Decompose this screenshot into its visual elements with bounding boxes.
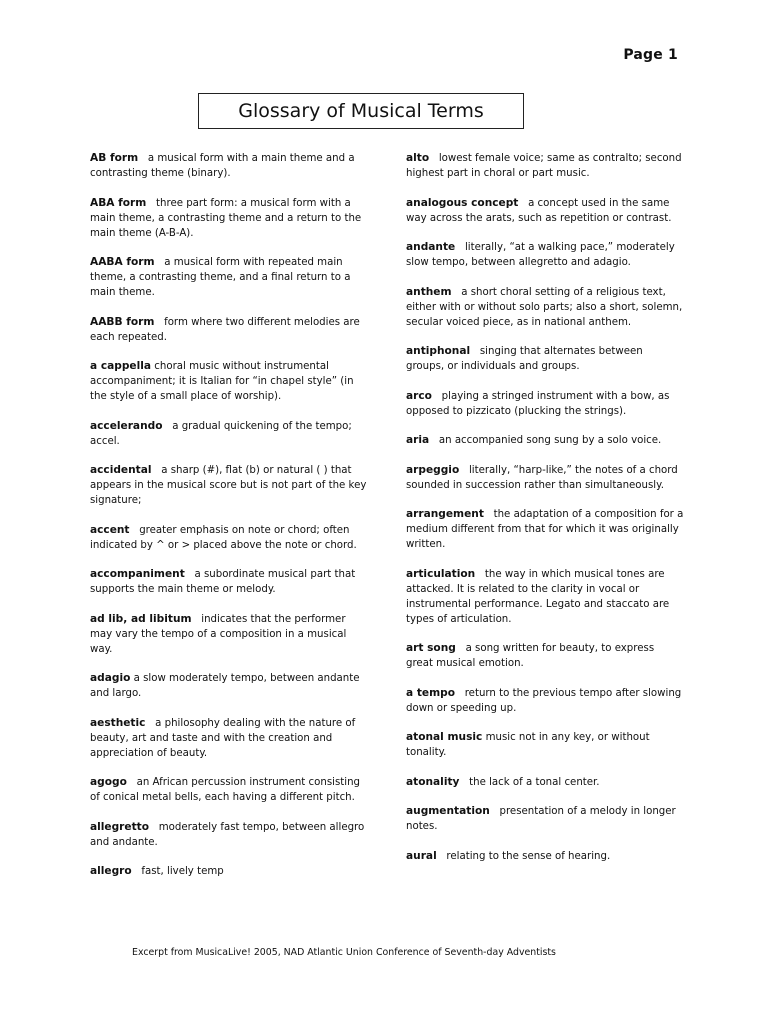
glossary-definition: fast, lively temp <box>141 866 224 877</box>
glossary-definition: presentation of a melody in longer notes. <box>406 806 676 832</box>
glossary-entry <box>90 612 368 657</box>
glossary-entry <box>406 196 684 226</box>
glossary-column-left <box>90 151 368 894</box>
glossary-term: aria <box>406 434 430 446</box>
glossary-term: anthem <box>406 285 452 298</box>
page-title: Glossary of Musical Terms <box>198 93 524 129</box>
glossary-term: AB form <box>90 152 139 164</box>
glossary-definition: literally, “harp-like,” the notes of a chord sounded in succession rather than simultaneously. <box>406 464 678 491</box>
glossary-term: atonality <box>406 775 460 788</box>
glossary-term: allegretto <box>90 820 149 833</box>
glossary-entry <box>90 671 368 701</box>
glossary-entry <box>406 285 684 330</box>
glossary-definition: a gradual quickening of the tempo; accel. <box>90 420 352 447</box>
glossary-term: accelerando <box>90 419 163 432</box>
glossary-term: accompaniment <box>90 568 185 580</box>
glossary-definition: a philosophy dealing with the nature of beauty, art and taste and with the creation and appreciation of beauty. <box>90 717 356 759</box>
glossary-definition: return to the previous tempo after slowing down or speeding up. <box>406 687 682 714</box>
glossary-definition: greater emphasis on note or chord; often indicated by ^ or > placed above the note or chord. <box>90 524 357 551</box>
glossary-entry <box>406 151 684 181</box>
glossary-entry <box>406 804 684 834</box>
glossary-definition: three part form: a musical form with a main theme, a contrasting theme and a return to the main theme (A-B-A). <box>90 197 362 239</box>
glossary-definition: indicates that the performer may vary the tempo of a composition in a musical way. <box>90 613 347 655</box>
footer-text: Excerpt from MusicaLive! 2005, NAD Atlantic Union Conference of Seventh-day Adventists <box>132 947 556 958</box>
glossary-term: art song <box>406 642 456 654</box>
page-footer <box>0 947 768 958</box>
glossary-entry <box>90 315 368 345</box>
glossary-entry <box>90 820 368 850</box>
glossary-definition: a subordinate musical part that supports the main theme or melody. <box>90 569 356 595</box>
glossary-entry <box>90 567 368 597</box>
glossary-term: allegro <box>90 865 132 877</box>
glossary-definition: singing that alternates between groups, or individuals and groups. <box>406 346 643 372</box>
glossary-entry <box>406 389 684 419</box>
glossary-term: ABA form <box>90 196 147 209</box>
glossary-entry <box>90 255 368 300</box>
glossary-entry <box>90 523 368 553</box>
glossary-definition: an African percussion instrument consisting of conical metal bells, each having a different pitch. <box>90 777 361 803</box>
glossary-term: ad lib, ad libitum <box>90 612 192 625</box>
glossary-term: aural <box>406 849 437 862</box>
glossary-entry <box>90 151 368 181</box>
glossary-term: accidental <box>90 464 152 476</box>
glossary-term: a cappella <box>90 360 152 372</box>
glossary-entry <box>90 196 368 241</box>
glossary-entry <box>406 641 684 671</box>
glossary-definition: lowest female voice; same as contralto; second highest part in choral or part music. <box>406 153 682 179</box>
glossary-definition: playing a stringed instrument with a bow, as opposed to pizzicato (plucking the strings). <box>406 390 670 417</box>
glossary-entry <box>406 433 684 448</box>
glossary-entry <box>90 463 368 508</box>
glossary-definition: literally, “at a walking pace,” moderately slow tempo, between allegretto and adagio. <box>406 242 675 268</box>
glossary-term: atonal music <box>406 731 483 743</box>
glossary-term: AABA form <box>90 256 155 268</box>
glossary-entry <box>406 240 684 270</box>
glossary-entry <box>90 864 368 879</box>
glossary-definition: a song written for beauty, to express great musical emotion. <box>406 643 655 669</box>
glossary-term: accent <box>90 523 130 536</box>
glossary-entry <box>90 419 368 449</box>
glossary-entry <box>406 344 684 374</box>
glossary-definition: a musical form with a main theme and a contrasting theme (binary). <box>90 153 355 179</box>
glossary-term: andante <box>406 241 456 253</box>
glossary-entry <box>406 775 684 790</box>
glossary-entry <box>406 849 684 864</box>
glossary-entry <box>406 507 684 552</box>
glossary-term: analogous concept <box>406 196 519 209</box>
glossary-term: adagio <box>90 672 131 684</box>
glossary-definition: an accompanied song sung by a solo voice. <box>438 435 662 446</box>
glossary-term: augmentation <box>406 805 490 817</box>
glossary-term: arpeggio <box>406 463 460 476</box>
glossary-term: aesthetic <box>90 716 146 729</box>
glossary-definition: a sharp (#), flat (b) or natural ( ) that appears in the musical score but is not part of the key signature; <box>90 465 367 506</box>
glossary-definition: music not in any key, or without tonality. <box>406 732 650 758</box>
glossary-definition: the lack of a tonal center. <box>469 776 600 788</box>
glossary-definition: relating to the sense of hearing. <box>446 850 611 862</box>
glossary-term: arco <box>406 389 432 402</box>
glossary-entry <box>406 730 684 760</box>
glossary-definition: choral music without instrumental accompaniment; it is Italian for “in chapel style” (in the style of a small place of worship). <box>90 361 354 402</box>
glossary-entry <box>90 775 368 805</box>
glossary-definition: form where two different melodies are each repeated. <box>90 316 360 343</box>
glossary-definition: the adaptation of a composition for a medium different from that for which it was originally written. <box>406 509 684 550</box>
page-number: Page 1 <box>623 47 678 63</box>
glossary-definition: the way in which musical tones are attacked. It is related to the clarity in vocal or instrumental performance. Legato and staccato are types of articulation. <box>406 568 670 625</box>
glossary-definition: a slow moderately tempo, between andante and largo. <box>90 673 360 699</box>
glossary-definition: a musical form with repeated main theme, a contrasting theme, and a final return to a main theme. <box>90 257 351 298</box>
glossary-definition: moderately fast tempo, between allegro and andante. <box>90 821 365 848</box>
glossary-term: arrangement <box>406 508 484 520</box>
glossary-entry <box>406 463 684 493</box>
glossary-entry <box>406 686 684 716</box>
glossary-entry <box>90 716 368 761</box>
glossary-column-right <box>406 151 684 878</box>
glossary-term: articulation <box>406 567 476 580</box>
glossary-entry <box>90 359 368 404</box>
glossary-definition: a short choral setting of a religious text, either with or without solo parts; also a short, solemn, secular voiced piece, as in national anthem. <box>406 286 683 328</box>
glossary-term: a tempo <box>406 686 455 699</box>
glossary-term: agogo <box>90 776 127 788</box>
glossary-term: AABB form <box>90 315 155 328</box>
glossary-definition: a concept used in the same way across the arats, such as repetition or contrast. <box>406 197 672 224</box>
glossary-term: alto <box>406 152 430 164</box>
glossary-term: antiphonal <box>406 345 471 357</box>
glossary-entry <box>406 567 684 627</box>
